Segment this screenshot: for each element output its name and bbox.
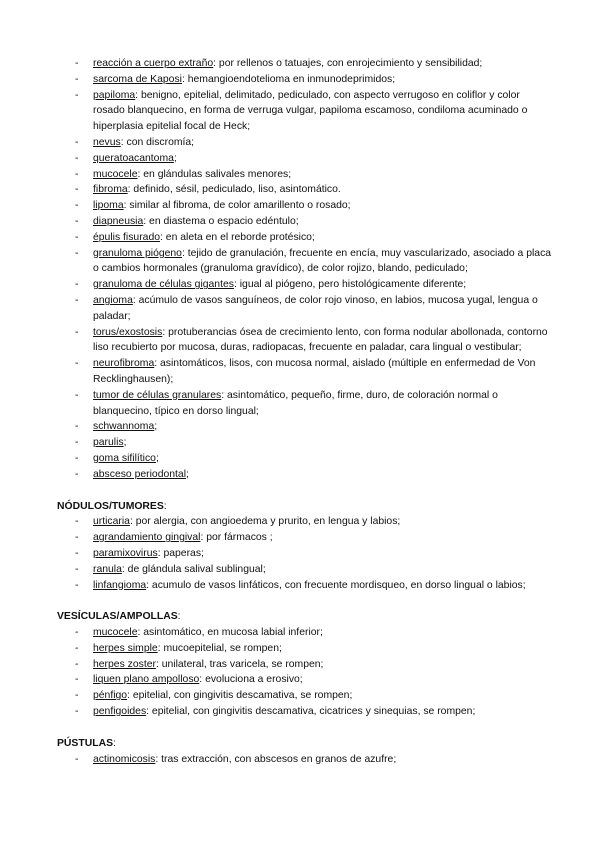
dash-bullet: - <box>75 547 79 559</box>
lesion-term: neurofibroma <box>93 358 155 370</box>
lesion-term: actinomicosis <box>93 753 156 765</box>
lesion-description: ; <box>154 421 158 433</box>
dash-bullet: - <box>75 358 79 370</box>
dash-bullet: - <box>75 579 79 591</box>
dash-bullet: - <box>75 152 79 164</box>
lesion-description: : paperas; <box>157 547 204 559</box>
list-item <box>0 293 600 325</box>
dash-bullet: - <box>75 231 79 243</box>
dash-bullet: - <box>75 642 79 654</box>
lesion-description: : por fármacos ; <box>200 532 273 544</box>
dash-bullet: - <box>75 452 79 464</box>
section-heading-text: VESÍCULAS/AMPOLLAS <box>57 611 178 623</box>
lesion-description: : por rellenos o tatuajes, con enrojecimiento y sensibilidad; <box>213 58 483 69</box>
lesion-term: sarcoma de Kaposi <box>93 73 182 85</box>
list-item <box>0 182 600 198</box>
list-item <box>0 467 600 483</box>
dash-bullet: - <box>75 247 79 259</box>
lesion-term: pénfigo <box>93 690 128 702</box>
lesion-term: mucocele <box>93 627 138 639</box>
list-item <box>0 198 600 214</box>
list-item <box>0 641 600 657</box>
document-content <box>0 56 600 767</box>
list-item <box>0 388 600 420</box>
list-item <box>0 356 600 388</box>
lesion-description: : con discromía; <box>120 136 195 148</box>
section-heading-colon: : <box>163 500 167 512</box>
list-item <box>0 435 600 451</box>
list-item <box>0 530 600 546</box>
lesion-description: : hemangioendotelioma en inmunodeprimidos; <box>181 73 396 85</box>
lesion-term: tumor de células granulares <box>93 389 222 401</box>
lesion-term: paramixovirus <box>93 547 158 559</box>
list-item <box>0 752 600 768</box>
lesion-term: parulis <box>93 437 124 449</box>
lesion-term: herpes simple <box>93 642 158 654</box>
lesion-term: diapneusia <box>93 215 144 227</box>
lesion-description: : benigno, epitelial, delimitado, pediculado, con aspecto verrugoso en coliflor y color rosado blanquecino, en forma de verruga vulgar, papiloma escamoso, condiloma acuminado o hiperplasia epitelial focal de Heck; <box>93 89 528 133</box>
dash-bullet: - <box>75 89 79 101</box>
lesion-term: agrandamiento gingival <box>93 532 201 544</box>
list-item <box>0 704 600 720</box>
section-heading-colon: : <box>177 611 181 623</box>
dash-bullet: - <box>75 73 79 85</box>
lesion-description: : tejido de granulación, frecuente en encía, muy vascularizado, asociado a placa o cambios hormonales (granuloma gravídico), de color rojizo, blando, pediculado; <box>93 247 552 275</box>
dash-bullet: - <box>75 215 79 227</box>
lesion-description: : igual al piógeno, pero histológicamente diferente; <box>233 279 467 291</box>
dash-bullet: - <box>75 627 79 639</box>
list-item <box>0 151 600 167</box>
dash-bullet: - <box>75 389 79 401</box>
section-heading-text: NÓDULOS/TUMORES <box>57 500 164 512</box>
dash-bullet: - <box>75 753 79 765</box>
dash-bullet: - <box>75 690 79 702</box>
section-heading-colon: : <box>113 737 116 749</box>
lesion-description: : en diastema o espacio edéntulo; <box>143 215 299 227</box>
dash-bullet: - <box>75 563 79 575</box>
lesion-description: : acúmulo de vasos sanguíneos, de color rojo vinoso, en labios, mucosa yugal, lengua o paladar; <box>93 294 538 322</box>
list-item <box>0 246 600 278</box>
dash-bullet: - <box>75 706 79 718</box>
list-item <box>0 625 600 641</box>
dash-bullet: - <box>75 58 79 69</box>
lesion-description: : protuberancias ósea de crecimiento lento, con forma nodular abollonada, contorno liso recubierto por mucosa, duras, radiopacas, frecuente en paladar, cara lingual o vestibular; <box>93 326 548 354</box>
lesion-term: linfangioma <box>93 579 147 591</box>
term-list <box>0 56 600 483</box>
dash-bullet: - <box>75 294 79 306</box>
lesion-description: : definido, sésil, pediculado, liso, asintomático. <box>127 184 341 196</box>
lesion-description: : por alergia, con angioedema y prurito, en lengua y labios; <box>129 516 401 528</box>
lesion-term: herpes zoster <box>93 658 156 670</box>
lesion-description: ; <box>155 452 159 464</box>
lesion-description: : de glándula salival sublingual; <box>121 563 266 575</box>
lesion-description: ; <box>123 437 127 449</box>
lesion-term: granuloma piógeno <box>93 247 182 259</box>
lesion-description: : epitelial, con gingivitis descamativa, se rompen; <box>127 690 353 702</box>
list-item <box>0 578 600 594</box>
list-item <box>0 72 600 88</box>
lesion-term: reacción a cuerpo extraño <box>93 58 214 69</box>
lesion-term: schwannoma <box>93 421 155 433</box>
lesion-description: : asintomático, en mucosa labial inferior; <box>137 627 323 639</box>
lesion-description: : tras extracción, con abscesos en granos de azufre; <box>155 753 397 765</box>
list-item <box>0 88 600 135</box>
list-item <box>0 419 600 435</box>
list-item <box>0 325 600 357</box>
lesion-description: : acumulo de vasos linfáticos, con frecuente mordisqueo, en dorso lingual o labios; <box>146 579 526 591</box>
dash-bullet: - <box>75 168 79 180</box>
lesion-description: : en aleta en el reborde protésico; <box>160 231 315 243</box>
dash-bullet: - <box>75 674 79 686</box>
lesion-description: : unilateral, tras varicela, se rompen; <box>155 658 324 670</box>
term-list <box>0 514 600 593</box>
lesion-term: papiloma <box>93 89 136 101</box>
dash-bullet: - <box>75 184 79 196</box>
section-heading <box>0 736 600 752</box>
lesion-term: angioma <box>93 294 133 306</box>
lesion-term: mucocele <box>93 168 138 180</box>
lesion-term: queratoacantoma <box>93 152 174 164</box>
lesion-description: ; <box>186 468 189 480</box>
lesion-term: penfigoides <box>93 706 147 718</box>
lesion-description: : epitelial, con gingivitis descamativa, cicatrices y sinequias, se rompen; <box>146 706 476 718</box>
term-list <box>0 752 600 768</box>
list-item <box>0 688 600 704</box>
list-item <box>0 56 600 72</box>
lesion-description: : asintomático, pequeño, firme, duro, de coloración normal o blanquecino, típico en dorso lingual; <box>93 389 498 417</box>
dash-bullet: - <box>75 468 79 480</box>
lesion-description: : asintomáticos, lisos, con mucosa normal, aislado (múltiple en enfermedad de Von Recklinghausen); <box>93 358 536 385</box>
list-item <box>0 657 600 673</box>
dash-bullet: - <box>75 326 79 338</box>
list-item <box>0 167 600 183</box>
lesion-term: épulis fisurado <box>93 231 161 243</box>
list-item <box>0 672 600 688</box>
lesion-description: : en glándulas salivales menores; <box>137 168 292 180</box>
list-item <box>0 546 600 562</box>
list-item <box>0 135 600 151</box>
lesion-term: fibroma <box>93 184 128 196</box>
dash-bullet: - <box>75 437 79 449</box>
term-list <box>0 625 600 720</box>
lesion-term: absceso periodontal <box>93 468 187 480</box>
dash-bullet: - <box>75 532 79 544</box>
list-item <box>0 562 600 578</box>
list-item <box>0 451 600 467</box>
list-item <box>0 230 600 246</box>
section-heading <box>0 609 600 625</box>
dash-bullet: - <box>75 421 79 433</box>
lesion-term: torus/exostosis <box>93 326 163 338</box>
list-item <box>0 514 600 530</box>
dash-bullet: - <box>75 200 79 212</box>
lesion-description: : mucoepitelial, se rompen; <box>157 642 282 654</box>
lesion-term: lipoma <box>93 200 124 212</box>
section-heading <box>0 499 600 515</box>
lesion-term: goma sifilítico <box>93 452 156 464</box>
list-item <box>0 214 600 230</box>
dash-bullet: - <box>75 136 79 148</box>
lesion-term: nevus <box>93 136 121 148</box>
lesion-term: liquen plano ampolloso <box>93 674 200 686</box>
list-item <box>0 277 600 293</box>
dash-bullet: - <box>75 658 79 670</box>
lesion-description: ; <box>173 152 177 164</box>
lesion-term: granuloma de células gigantes <box>93 279 234 291</box>
lesion-term: ranula <box>93 563 122 575</box>
lesion-description: : evoluciona a erosivo; <box>199 674 303 686</box>
dash-bullet: - <box>75 516 79 528</box>
lesion-description: : similar al fibroma, de color amarillento o rosado; <box>123 200 351 212</box>
dash-bullet: - <box>75 279 79 291</box>
lesion-term: urticaria <box>93 516 130 528</box>
section-heading-text: PÚSTULAS <box>57 737 113 749</box>
